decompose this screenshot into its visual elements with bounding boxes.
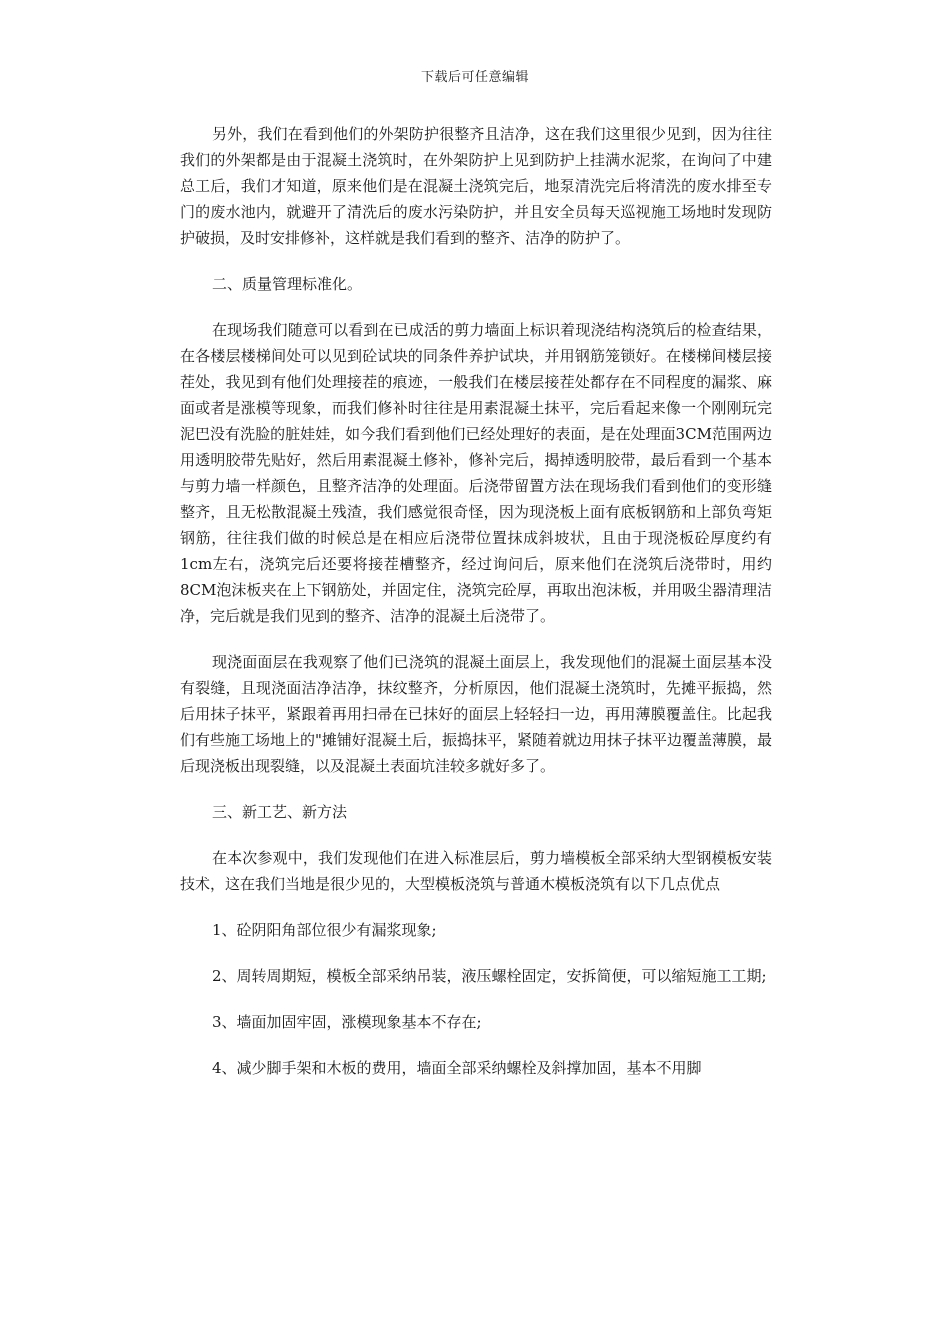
- section-heading-new-methods: 三、新工艺、新方法: [212, 803, 348, 821]
- paragraph-surface-layer: 现浇面面层在我观察了他们已浇筑的混凝土面层上，我发现他们的混凝土面层基本没有裂缝，且现浇面洁净洁净，抹纹整齐，分析原因，他们混凝土浇筑时，先摊平振捣，然后用抹子抹平，紧跟着再用扫帚在已抹好的面层上轻轻扫一边，再用薄膜覆盖住。比起我们有些施工场地上的"摊铺好混凝土后，振捣抹平，紧随着就边用抹子抹平边覆盖薄膜，最后现浇板出现裂缝，以及混凝土表面坑洼较多就好多了。: [180, 653, 772, 775]
- paragraph-quality-details: 在现场我们随意可以看到在已成活的剪力墙面上标识着现浇结构浇筑后的检查结果，在各楼层楼梯间处可以见到砼试块的同条件养护试块，并用钢筋笼锁好。在楼梯间楼层接茬处，我见到有他们处理接茬的痕迹，一般我们在楼层接茬处都存在不同程度的漏浆、麻面或者是涨模等现象，而我们修补时往往是用素混凝土抹平，完后看起来像一个刚刚玩完泥巴没有洗脸的脏娃娃，如今我们看到他们已经处理好的表面，是在处理面3CM范围两边用透明胶带先贴好，然后用素混凝土修补，修补完后，揭掉透明胶带，最后看到一个基本与剪力墙一样颜色，且整齐洁净的处理面。后浇带留置方法在现场我们看到他们的变形缝整齐，且无松散混凝土残渣，我们感觉很奇怪，因为现浇板上面有底板钢筋和上部负弯矩钢筋，往往我们做的时候总是在相应后浇带位置抹成斜坡状，且由于现浇板砼厚度约有1cm左右，浇筑完后还要将接茬槽整齐，经过询问后，原来他们在浇筑后浇带时，用约8CM泡沫板夹在上下钢筋处，并固定住，浇筑完砼厚，再取出泡沫板，并用吸尘器清理洁净，完后就是我们见到的整齐、洁净的混凝土后浇带了。: [180, 321, 772, 625]
- list-item-3: 3、墙面加固牢固，涨模现象基本不存在;: [212, 1013, 482, 1031]
- list-item-2: 2、周转周期短，模板全部采纳吊装，液压螺栓固定，安拆简便，可以缩短施工工期;: [212, 967, 767, 985]
- paragraph-steel-formwork: 在本次参观中，我们发现他们在进入标准层后，剪力墙模板全部采纳大型钢模板安装技术，这在我们当地是很少见的，大型模板浇筑与普通木模板浇筑有以下几点优点: [180, 849, 772, 893]
- page-header: 下载后可任意编辑: [420, 70, 529, 85]
- list-item-1: 1、砼阴阳角部位很少有漏浆现象;: [212, 921, 437, 939]
- document-body: [180, 121, 772, 1081]
- list-item-4: 4、减少脚手架和木板的费用，墙面全部采纳螺栓及斜撑加固，基本不用脚: [212, 1059, 702, 1077]
- paragraph-exterior-protection: 另外，我们在看到他们的外架防护很整齐且洁净，这在我们这里很少见到，因为往往我们的外架都是由于混凝土浇筑时，在外架防护上见到防护上挂满水泥浆，在询问了中建总工后，我们才知道，原来他们是在混凝土浇筑完后，地泵清洗完后将清洗的废水排至专门的废水池内，就避开了清洗后的废水污染防护，并且安全员每天巡视施工场地时发现防护破损，及时安排修补，这样就是我们看到的整齐、洁净的防护了。: [180, 125, 772, 247]
- section-heading-quality: 二、质量管理标准化。: [212, 275, 363, 293]
